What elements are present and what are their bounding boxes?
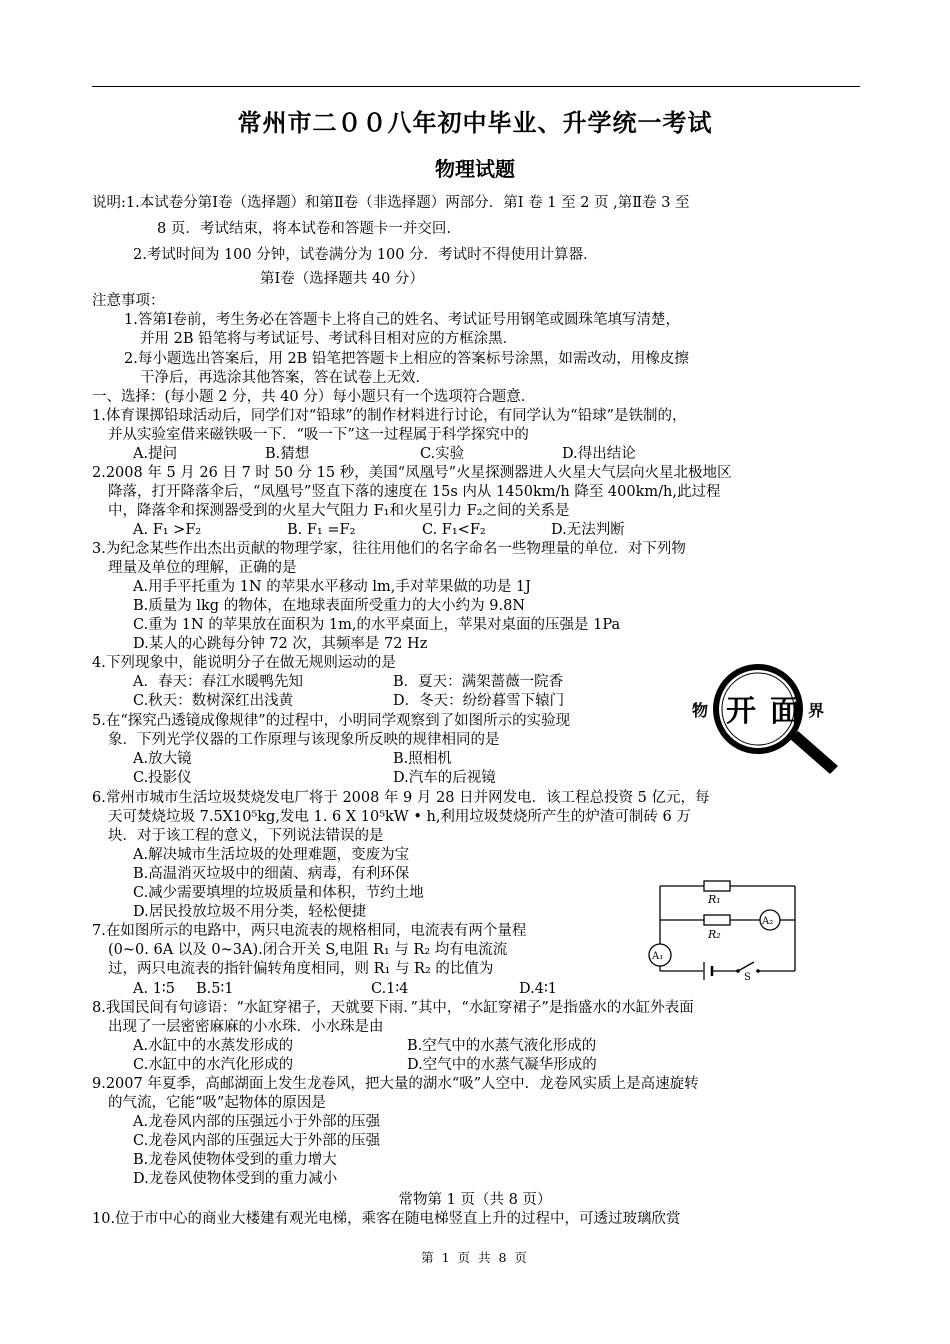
attention-2b: 干净后，再选涂其他答案，答在试卷上无效． [140,370,430,386]
label-a1: A₁ [652,951,664,962]
page-footer: 第 1 页 共 8 页 [421,1250,529,1265]
q1-option-a: A.提问 [133,446,178,462]
q6-option-c: C.减少需要填埋的垃圾质量和体积，节约土地 [133,885,424,901]
part-1-heading: 一、选择：(每小题 2 分，共 40 分）每小题只有一个选项符合题意． [92,389,536,405]
switch-contact [756,969,760,973]
q7-option-a: A. 1∶5 [133,981,175,997]
q8-option-d: D.空气中的水蒸气凝华形成的 [407,1057,597,1073]
exam-subtitle: 物理试题 [435,157,515,181]
magnifier-handle [790,731,838,774]
magnifier-figure [690,664,860,780]
note-1a: 说明:1.本试卷分第Ⅰ卷（选择题）和第Ⅱ卷（非选择题）两部分．第Ⅰ 卷 1 至 2 页 ,第Ⅱ卷 3 至 [92,195,690,211]
q5-option-d: D.汽车的后视镜 [393,770,496,786]
q4-option-c: C.秋天：数树深红出浅黄 [133,693,294,709]
switch-lever [738,962,754,971]
q10-line-1: 10.位于市中心的商业大楼建有观光电梯，乘客在随电梯竖直上升的过程中，可透过玻璃欣赏 [92,1211,681,1227]
q7-option-d: D.4∶1 [519,981,557,997]
q3-option-a: A.用手平托重为 1N 的苹果水平移动 lm,手对苹果做的功是 1J [133,579,531,595]
q3-option-d: D.某人的心跳每分钟 72 次，其频率是 72 Hz [133,636,428,652]
note-2: 2.考试时间为 100 分钟，试卷满分为 100 分．考试时不得使用计算器． [133,247,598,263]
q2-line-1: 2.2008 年 5 月 26 日 7 时 50 分 15 秒，美国“凤凰号”火星探测器进人火星大气层向火星北极地区 [92,465,732,481]
section-title: 第Ⅰ卷（选择题共 40 分） [260,271,424,287]
q8-option-a: A.水缸中的水蒸发形成的 [133,1038,294,1054]
q5-line-1: 5.在“探究凸透镜成像规律”的过程中，小明同学观察到了如图所示的实验现 [92,713,571,729]
q4-line-1: 4.下列现象中，能说明分子在做无规则运动的是 [92,655,396,671]
q1-line-1: 1.体育课掷铅球活动后，同学们对“铅球”的制作材料进行讨论，有同学认为“铅球”是铁制的， [92,408,687,424]
label-a2: A₂ [762,916,774,927]
q8-line-2: 出现了一层密密麻麻的小水珠．小水珠是由 [108,1019,384,1035]
q3-option-b: B.质量为 lkg 的物体，在地球表面所受重力的大小约为 9.8N [133,598,526,614]
q2-option-a: A. F₁ >F₂ [133,522,202,538]
q2-option-c: C. F₁<F₂ [422,522,486,538]
q5-option-b: B.照相机 [393,751,452,767]
q1-option-d: D.得出结论 [562,446,636,462]
q6-line-3: 块．对于该工程的意义，下列说法错误的是 [108,828,384,844]
attention-heading: 注意事项： [92,293,165,309]
fig-char-mid2: 面 [770,694,800,729]
q6-option-a: A.解决城市生活垃圾的处理难题，变废为宝 [133,847,410,863]
fig-char-mid1: 开 [726,694,756,729]
q8-option-c: C.水缸中的水汽化形成的 [133,1057,294,1073]
q8-option-b: B.空气中的水蒸气液化形成的 [407,1038,597,1054]
resistor-r2 [704,915,730,925]
q4-option-b: B．夏天：满架蔷薇一院香 [393,674,564,690]
q3-option-c: C.重为 1N 的苹果放在面积为 1m,的水平桌面上，苹果对桌面的压强是 1Pa [133,617,621,633]
label-r2: R₂ [708,928,721,941]
q9-option-c: C.龙卷风内部的压强远大于外部的压强 [133,1133,381,1149]
q2-option-d: D.无法判断 [551,522,625,538]
label-switch: S [744,972,751,981]
q5-option-c: C.投影仪 [133,770,192,786]
q9-option-b: B.龙卷风使物体受到的重力增大 [133,1152,337,1168]
q9-option-a: A.龙卷风内部的压强远小于外部的压强 [133,1114,381,1130]
label-r1: R₁ [708,893,721,906]
fig-char-right: 界 [808,701,825,720]
q7-line-2: (0~0. 6A 以及 0~3A).闭合开关 S,电阻 R₁ 与 R₂ 均有电流流 [108,942,508,958]
q8-line-1: 8.我国民间有句谚语：“水缸穿裙子，天就要下雨．”其中，“水缸穿裙子”是指盛水的水缸外表面 [92,1000,694,1016]
q5-line-2: 象．下列光学仪器的工作原理与该现象所反映的规律相同的是 [108,732,500,748]
attention-1b: 并用 2B 铅笔将与考试证号、考试科目相对应的方框涂黑． [140,331,518,347]
q1-option-c: C.实验 [420,446,465,462]
q7-line-1: 7.在如图所示的电路中，两只电流表的规格相同，电流表有两个量程 [92,923,527,939]
q6-option-d: D.居民投放垃圾不用分类，轻松便捷 [133,904,367,920]
switch-pivot [736,969,740,973]
exam-title: 常州市二００八年初中毕业、升学统一考试 [237,108,713,137]
circuit-figure [640,876,805,981]
attention-1a: 1.答第Ⅰ卷前，考生务必在答题卡上将自己的姓名、考试证号用钢笔或圆珠笔填写清楚， [124,312,681,328]
page-label: 常物第 1 页（共 8 页） [398,1192,552,1208]
q3-line-1: 3.为纪念某些作出杰出贡献的物理学家，往往用他们的名字命名一些物理量的单位．对下列物 [92,541,686,557]
q7-option-b: B.5∶1 [196,981,234,997]
fig-char-left: 物 [692,701,709,720]
q2-option-b: B. F₁ =F₂ [287,522,356,538]
q9-option-d: D.龙卷风使物体受到的重力减小 [133,1171,338,1187]
q6-line-1: 6.常州市城市生活垃圾焚烧发电厂将于 2008 年 9 月 28 日并网发电．该工程总投资 5 亿元，每 [92,790,710,806]
attention-2a: 2.每小题选出答案后，用 2B 铅笔把答题卡上相应的答案标号涂黑，如需改动，用橡皮擦 [124,351,689,367]
q4-option-a: A．春天：春江水暖鸭先知 [133,674,303,690]
q2-line-3: 中，降落伞和探测器受到的火星大气阻力 F₁和火星引力 F₂之间的关系是 [108,503,570,519]
top-rule [92,86,860,87]
q6-line-2: 天可焚烧垃圾 7.5X10⁵kg,发电 1. 6 X 10⁵kW • h,利用垃圾焚烧所产生的炉渣可制砖 6 万 [108,809,691,825]
q9-line-1: 9.2007 年夏季，高邮湖面上发生龙卷风，把大量的湖水“吸”人空中．龙卷风实质上是高速旋转 [92,1076,699,1092]
q1-option-b: B.猜想 [265,446,310,462]
note-1b: 8 页．考试结束，将本试卷和答题卡一并交回. [157,221,451,237]
q1-line-2: 并从实验室借来磁铁吸一下．“吸一下”这一过程属于科学探究中的 [108,427,529,443]
q9-line-2: 的气流，它能“吸”起物体的原因是 [108,1095,326,1111]
q3-line-2: 理量及单位的理解，正确的是 [108,560,297,576]
q2-line-2: 降落，打开降落伞后，“凤凰号”竖直下落的速度在 15s 内从 1450km/h 降至 400km/h,此过程 [108,484,721,500]
q4-option-d: D．冬天：纷纷暮雪下辕门 [393,693,565,709]
q7-option-c: C.1∶4 [371,981,409,997]
q7-line-3: 过，两只电流表的指针偏转角度相同，则 R₁ 与 R₂ 的比值为 [108,961,494,977]
q6-option-b: B.高温消灭垃圾中的细菌、病毒，有利环保 [133,866,410,882]
q5-option-a: A.放大镜 [133,751,192,767]
resistor-r1 [704,881,730,891]
